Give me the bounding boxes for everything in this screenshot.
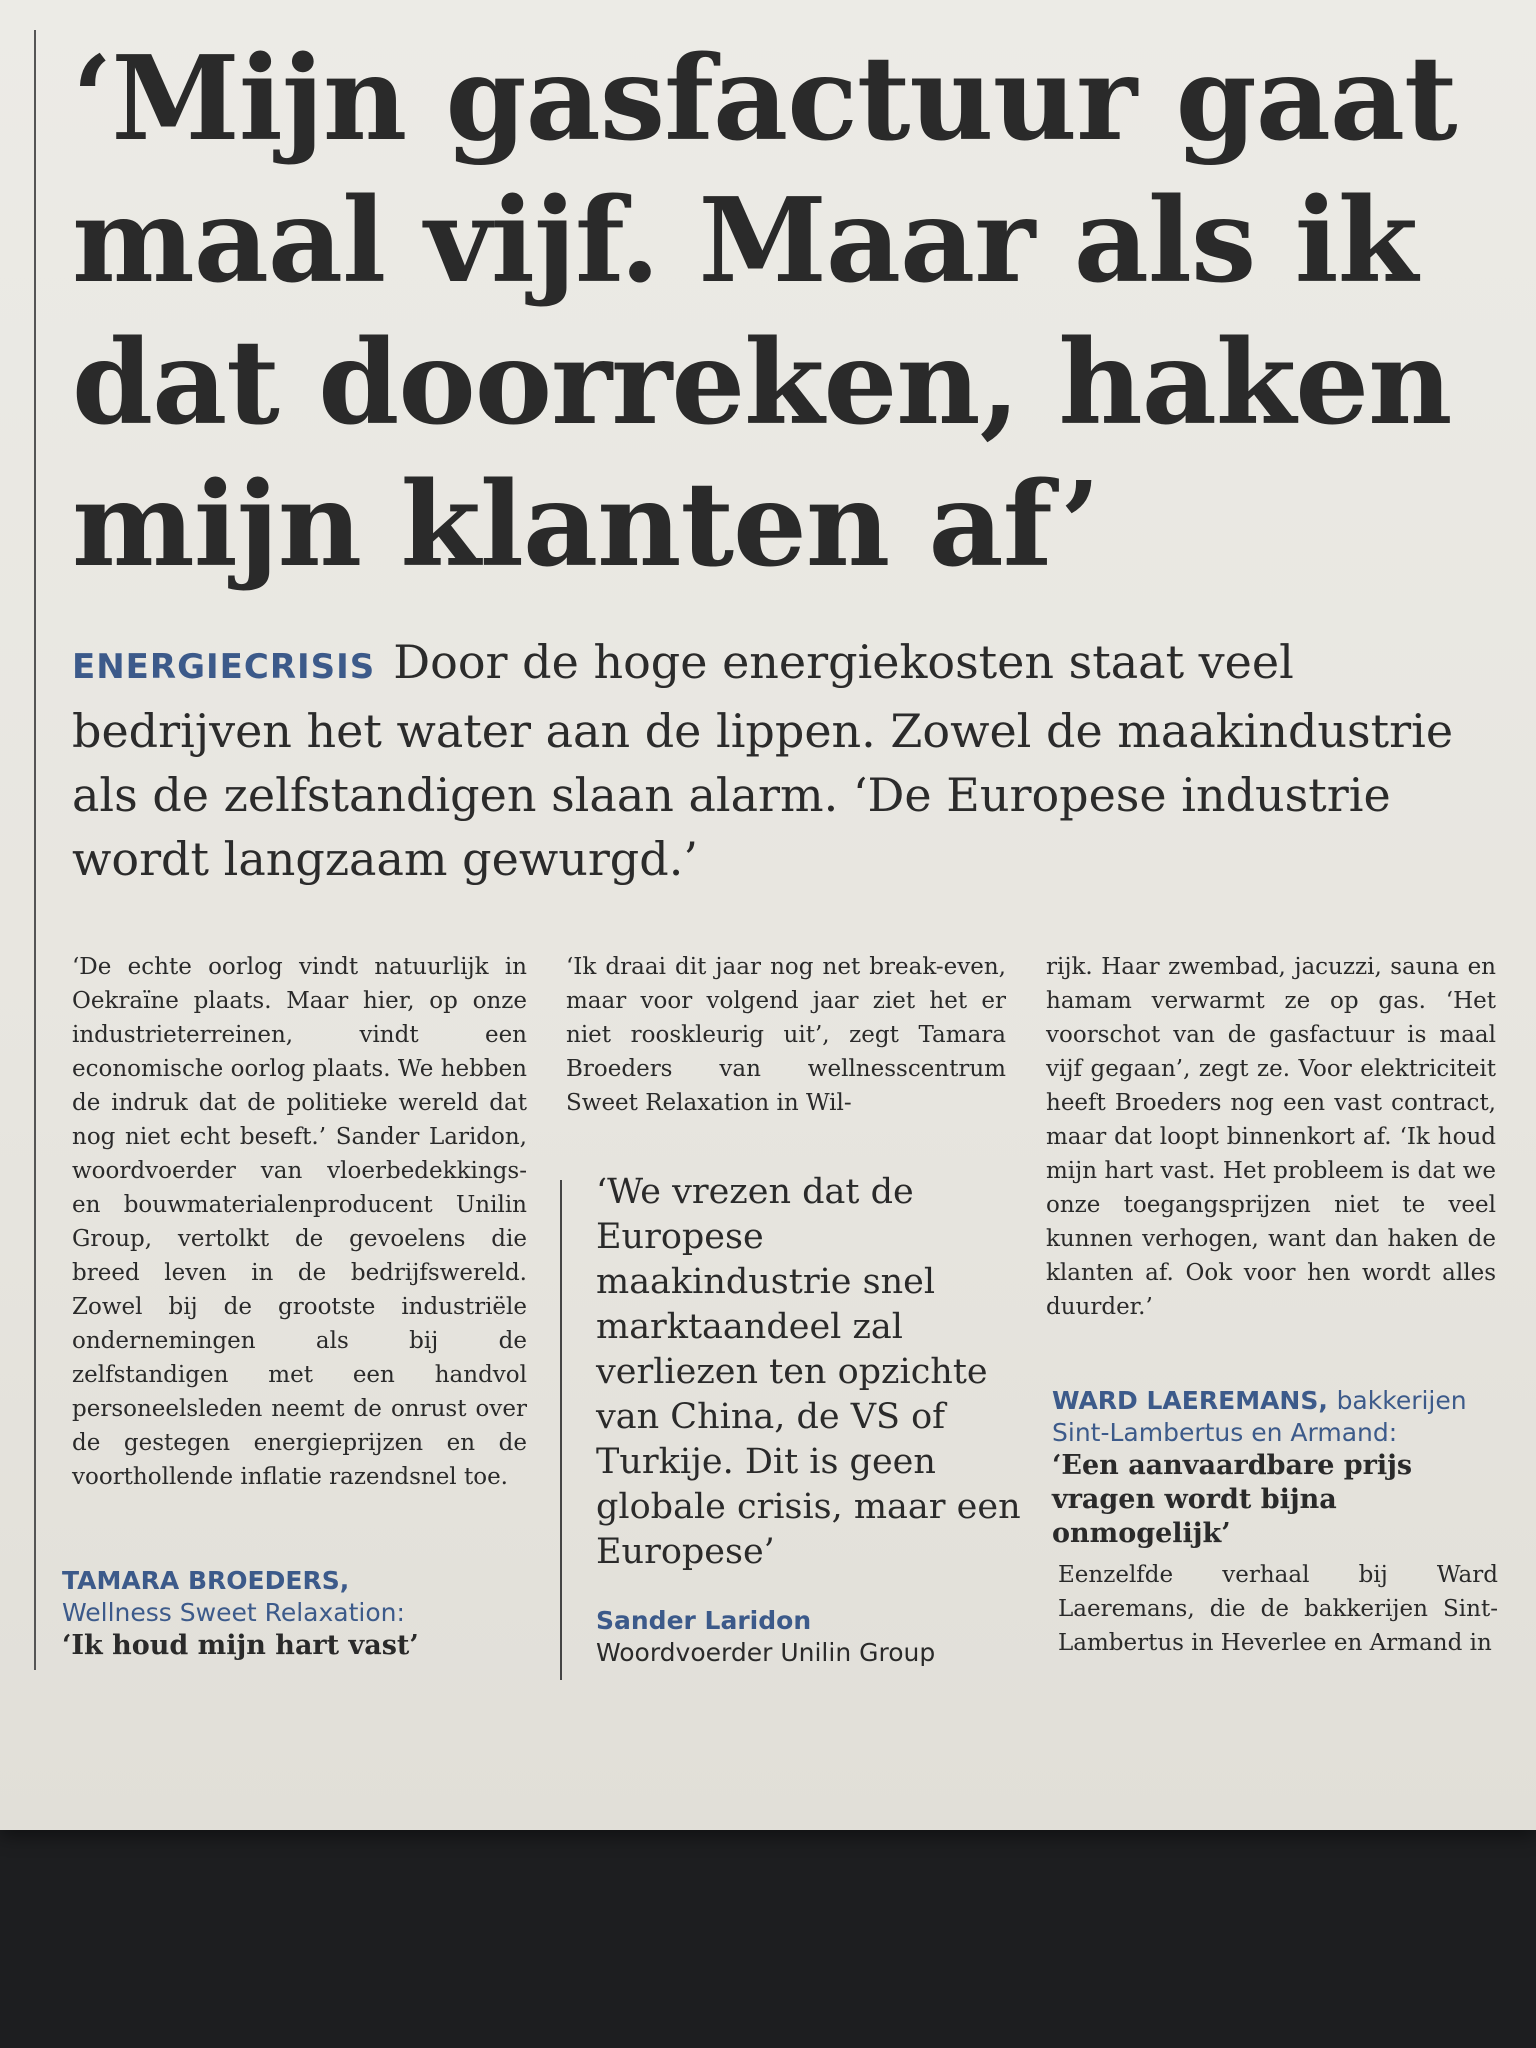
quote-author-role: Woordvoerder Unilin Group <box>596 1638 936 1667</box>
headline: ‘Mijn gasfactuur gaat maal vijf. Maar als ik dat doorreken, haken mijn klanten af’ <box>72 31 1457 593</box>
column-3-text: rijk. Haar zwembad, jacuzzi, sauna en hamam verwarmt ze op gas. ‘Het voorschot van de gasfactuur is maal vijf gegaan’, zegt ze. Voor elektriciteit heeft Broeders nog een vast contract, maar dat loopt binnenkort af. ‘Ik houd mijn hart vast. Het probleem is dat we onze toegangsprijzen niet te veel kunnen verhogen, want dan haken de klanten af. Ook voor hen wordt alles duurder.’ <box>1046 954 1496 1320</box>
article-column-1 <box>72 950 527 1494</box>
column-3-tail-text: Eenzelfde verhaal bij Ward Laeremans, die de bakkerijen Sint-Lambertus in Heverlee en Armand in <box>1058 1562 1498 1656</box>
section-role: Wellness Sweet Relaxation: <box>62 1598 405 1627</box>
section-tamara <box>62 1565 522 1663</box>
section-role-inline: bakkerijen <box>1336 1386 1467 1415</box>
column-1-text: ‘De echte oorlog vindt natuurlijk in Oekraïne plaats. Maar hier, op onze industrieterreinen, vindt een economische oorlog plaats. We hebben de indruk dat de politieke wereld dat nog niet echt beseft.’ Sander Laridon, woordvoerder van vloerbedekkings- en bouwmaterialenproducent Unilin Group, vertolkt de gevoelens die breed leven in de bedrijfswereld. Zowel bij de grootste industriële ondernemingen als bij de zelfstandigen met een handvol personeelsleden neemt de onrust over de gestegen energieprijzen en de voorthollende inflatie razendsnel toe. <box>72 954 527 1490</box>
section-subhead: ‘Een aanvaardbare prijs vragen wordt bijna onmogelijk’ <box>1052 1450 1413 1549</box>
quote-author: Sander Laridon <box>596 1606 812 1635</box>
article-column-3 <box>1046 950 1496 1324</box>
section-kicker: ENERGIECRISIS <box>72 647 376 687</box>
article-column-2 <box>566 950 1006 1120</box>
lead-text: Door de hoge energiekosten staat veel bedrijven het water aan de lippen. Zowel de maakindustrie als de zelfstandigen slaan alarm. ‘De Europese industrie wordt langzaam gewurgd.’ <box>72 635 1454 886</box>
section-subhead: ‘Ik houd mijn hart vast’ <box>62 1630 419 1661</box>
section-role: Sint-Lambertus en Armand: <box>1052 1418 1398 1447</box>
section-ward <box>1052 1385 1502 1551</box>
section-name-line <box>1052 1385 1502 1417</box>
pullquote-attribution <box>596 1605 1026 1669</box>
pull-quote: ‘We vrezen dat de Europese maakindustrie snel marktaandeel zal verliezen ten opzichte van China, de VS of Turkije. Dit is geen globale crisis, maar een Europese’ <box>596 1172 1021 1572</box>
column-2-text: ‘Ik draai dit jaar nog net break-even, maar voor volgend jaar ziet het er niet rooskleurig uit’, zegt Tamara Broeders van wellnesscentrum Sweet Relaxation in Wil- <box>566 954 1006 1116</box>
section-name: WARD LAEREMANS, <box>1052 1386 1328 1415</box>
pullquote-rule <box>560 1180 562 1680</box>
section-name: TAMARA BROEDERS, <box>62 1566 350 1595</box>
page-margin-rule <box>34 30 36 1670</box>
lead-paragraph <box>72 630 1492 891</box>
